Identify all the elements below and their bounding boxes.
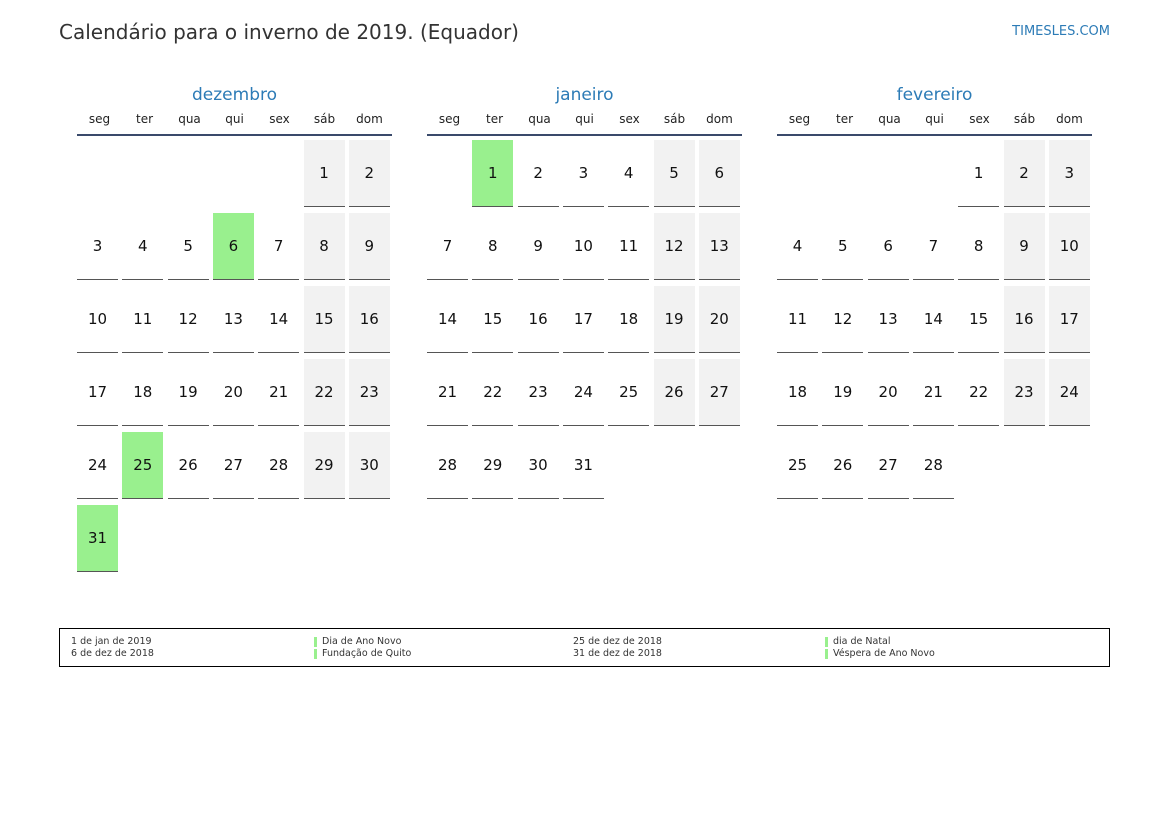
day-cell: 1	[304, 140, 345, 207]
day-cell: 18	[608, 286, 649, 353]
day-cell: 15	[472, 286, 513, 353]
legend-holiday-name: Véspera de Ano Novo	[825, 648, 935, 660]
page-title: Calendário para o inverno de 2019. (Equador)	[59, 20, 519, 44]
day-cell: 13	[868, 286, 909, 353]
day-cell: 4	[777, 213, 818, 280]
weekday-label: ter	[835, 112, 854, 126]
day-cell: 20	[699, 286, 740, 353]
day-cell: 16	[1004, 286, 1045, 353]
day-cell: 2	[349, 140, 390, 207]
weekday-label: dom	[706, 112, 733, 126]
day-cell: 28	[913, 432, 954, 499]
day-cell: 13	[699, 213, 740, 280]
day-cell: 22	[958, 359, 999, 426]
legend-holiday-name: Dia de Ano Novo	[314, 636, 401, 648]
day-cell: 25	[777, 432, 818, 499]
day-cell: 6	[868, 213, 909, 280]
day-cell: 19	[822, 359, 863, 426]
day-cell: 1	[472, 140, 513, 207]
weekday-header	[777, 110, 1092, 136]
month-calendar-january	[427, 84, 742, 474]
month-name: dezembro	[192, 85, 277, 105]
day-cell: 7	[913, 213, 954, 280]
weekday-label: sáb	[663, 112, 686, 126]
day-cell: 26	[654, 359, 695, 426]
day-cell: 21	[427, 359, 468, 426]
weekday-label: dom	[356, 112, 383, 126]
day-cell: 22	[472, 359, 513, 426]
legend-date: 25 de dez de 2018	[573, 636, 662, 647]
day-cell: 21	[258, 359, 299, 426]
day-cell: 14	[258, 286, 299, 353]
day-cell: 9	[518, 213, 559, 280]
day-cell: 31	[563, 432, 604, 499]
day-cell: 12	[654, 213, 695, 280]
day-cell: 28	[258, 432, 299, 499]
day-cell: 4	[122, 213, 163, 280]
weekday-header	[427, 110, 742, 136]
day-cell: 1	[958, 140, 999, 207]
day-cell: 23	[518, 359, 559, 426]
weekday-label: sáb	[313, 112, 336, 126]
day-cell: 25	[608, 359, 649, 426]
legend-date: 31 de dez de 2018	[573, 648, 662, 659]
site-link[interactable]: TIMESLES.COM	[1012, 24, 1110, 39]
day-cell: 15	[304, 286, 345, 353]
day-cell: 5	[654, 140, 695, 207]
day-cell: 5	[822, 213, 863, 280]
legend-date: 6 de dez de 2018	[71, 648, 154, 659]
weekday-label: ter	[135, 112, 154, 126]
day-cell: 23	[1004, 359, 1045, 426]
day-cell: 6	[213, 213, 254, 280]
day-cell: 14	[427, 286, 468, 353]
day-cell: 20	[868, 359, 909, 426]
day-cell: 2	[518, 140, 559, 207]
month-name: fevereiro	[896, 85, 973, 105]
weekday-label: sex	[269, 112, 290, 126]
day-cell: 10	[563, 213, 604, 280]
day-cell: 27	[213, 432, 254, 499]
day-cell: 5	[168, 213, 209, 280]
day-cell: 17	[77, 359, 118, 426]
day-cell: 18	[777, 359, 818, 426]
day-cell: 31	[77, 505, 118, 572]
day-cell: 17	[1049, 286, 1090, 353]
day-cell: 16	[349, 286, 390, 353]
day-cell: 30	[349, 432, 390, 499]
weekday-label: qua	[178, 112, 201, 126]
day-cell: 10	[77, 286, 118, 353]
day-cell: 25	[122, 432, 163, 499]
weekday-label: seg	[88, 112, 111, 126]
day-cell: 2	[1004, 140, 1045, 207]
month-calendar-february	[777, 84, 1092, 474]
day-cell: 7	[427, 213, 468, 280]
day-cell: 24	[1049, 359, 1090, 426]
day-cell: 8	[958, 213, 999, 280]
legend-holiday-name: dia de Natal	[825, 636, 891, 648]
day-cell: 12	[168, 286, 209, 353]
day-cell: 3	[563, 140, 604, 207]
day-cell: 20	[213, 359, 254, 426]
day-cell: 29	[304, 432, 345, 499]
day-cell: 3	[77, 213, 118, 280]
day-cell: 23	[349, 359, 390, 426]
weekday-label: qua	[878, 112, 901, 126]
weekday-label: seg	[788, 112, 811, 126]
holiday-legend	[59, 628, 1110, 667]
weekday-label: dom	[1056, 112, 1083, 126]
day-cell: 15	[958, 286, 999, 353]
month-calendar-december	[77, 84, 392, 547]
day-cell: 8	[472, 213, 513, 280]
day-cell: 4	[608, 140, 649, 207]
day-cell: 22	[304, 359, 345, 426]
day-cell: 26	[822, 432, 863, 499]
day-cell: 27	[868, 432, 909, 499]
day-cell: 28	[427, 432, 468, 499]
day-cell: 24	[77, 432, 118, 499]
day-cell: 19	[168, 359, 209, 426]
day-cell: 17	[563, 286, 604, 353]
day-cell: 18	[122, 359, 163, 426]
day-cell: 11	[777, 286, 818, 353]
day-cell: 26	[168, 432, 209, 499]
legend-holiday-name: Fundação de Quito	[314, 648, 411, 660]
day-cell: 11	[608, 213, 649, 280]
weekday-label: sex	[619, 112, 640, 126]
day-cell: 30	[518, 432, 559, 499]
day-cell: 12	[822, 286, 863, 353]
month-name: janeiro	[555, 85, 614, 105]
weekday-label: qui	[925, 112, 944, 126]
weekday-label: sáb	[1013, 112, 1036, 126]
day-cell: 7	[258, 213, 299, 280]
day-cell: 24	[563, 359, 604, 426]
day-cell: 16	[518, 286, 559, 353]
weekday-label: qui	[225, 112, 244, 126]
day-cell: 8	[304, 213, 345, 280]
weekday-label: sex	[969, 112, 990, 126]
legend-date: 1 de jan de 2019	[71, 636, 152, 647]
day-cell: 14	[913, 286, 954, 353]
day-cell: 27	[699, 359, 740, 426]
weekday-header	[77, 110, 392, 136]
day-cell: 13	[213, 286, 254, 353]
day-cell: 6	[699, 140, 740, 207]
weekday-label: qua	[528, 112, 551, 126]
day-cell: 3	[1049, 140, 1090, 207]
weekday-label: qui	[575, 112, 594, 126]
day-cell: 9	[1004, 213, 1045, 280]
day-cell: 19	[654, 286, 695, 353]
weekday-label: ter	[485, 112, 504, 126]
day-cell: 11	[122, 286, 163, 353]
weekday-label: seg	[438, 112, 461, 126]
day-cell: 29	[472, 432, 513, 499]
day-cell: 21	[913, 359, 954, 426]
day-cell: 10	[1049, 213, 1090, 280]
day-cell: 9	[349, 213, 390, 280]
